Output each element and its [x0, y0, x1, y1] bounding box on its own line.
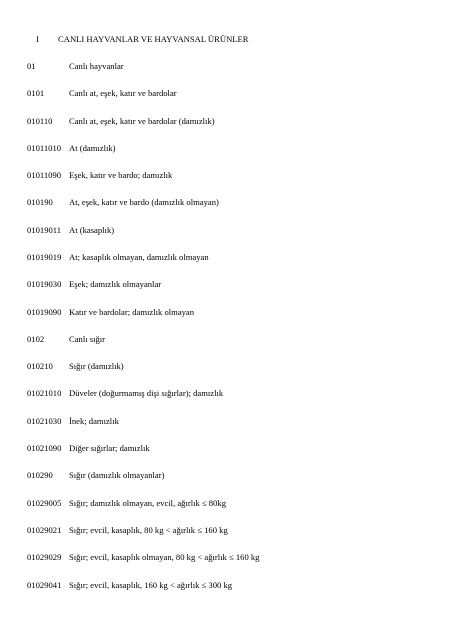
list-item: [27, 87, 177, 99]
item-code: 01021010: [27, 388, 62, 398]
item-code: 010210: [27, 361, 53, 371]
item-code: 010290: [27, 470, 53, 480]
item-description: Eşek, katır ve bardo; damızlık: [69, 170, 173, 180]
section-number: I: [36, 34, 39, 44]
list-item: [27, 524, 228, 536]
item-description: Sığır (damızlık olmayanlar): [69, 470, 165, 480]
item-description: At; kasaplık olmayan, damızlık olmayan: [69, 252, 209, 262]
list-item: [27, 469, 164, 481]
list-item: [27, 333, 105, 345]
item-code: 01019030: [27, 279, 62, 289]
list-item: [27, 115, 215, 127]
item-description: Canlı hayvanlar: [69, 61, 124, 71]
list-item: [27, 60, 124, 72]
list-item: [27, 497, 226, 509]
list-item: [27, 551, 259, 563]
list-item: [27, 224, 114, 236]
item-description: Diğer sığırlar; damızlık: [69, 443, 150, 453]
item-description: Katır ve bardolar; damızlık olmayan: [69, 307, 195, 317]
list-item: [27, 415, 119, 427]
section-title: CANLI HAYVANLAR VE HAYVANSAL ÜRÜNLER: [58, 34, 249, 44]
item-code: 01011010: [27, 143, 62, 153]
item-description: At, eşek, katır ve bardo (damızlık olmayan): [69, 197, 219, 207]
item-description: Sığır; damızlık olmayan, evcil, ağırlık ≤ 80kg: [69, 498, 226, 508]
item-description: Sığır (damızlık): [69, 361, 124, 371]
item-code: 01: [27, 61, 36, 71]
item-code: 0102: [27, 334, 45, 344]
list-item: [27, 579, 232, 591]
item-description: Canlı at, eşek, katır ve bardolar: [69, 88, 177, 98]
item-code: 01029029: [27, 552, 62, 562]
item-code: 01021090: [27, 443, 62, 453]
item-code: 01019019: [27, 252, 62, 262]
item-code: 01019011: [27, 225, 62, 235]
item-code: 010110: [27, 116, 53, 126]
list-item: [27, 278, 161, 290]
list-item: [27, 169, 172, 181]
item-description: Sığır; evcil, kasaplık olmayan, 80 kg < ağırlık ≤ 160 kg: [69, 552, 260, 562]
list-item: [27, 360, 124, 372]
item-description: Canlı at, eşek, katır ve bardolar (damızlık): [69, 116, 215, 126]
item-code: 01019090: [27, 307, 62, 317]
list-item: [27, 142, 116, 154]
list-item: [27, 387, 223, 399]
item-code: 01029005: [27, 498, 62, 508]
item-description: Düveler (doğurmamış dişi sığırlar); damızlık: [69, 388, 224, 398]
item-description: Sığır; evcil, kasaplık, 80 kg < ağırlık ≤ 160 kg: [69, 525, 228, 535]
item-description: Canlı sığır: [69, 334, 106, 344]
item-code: 01021030: [27, 416, 62, 426]
item-description: At (damızlık): [69, 143, 116, 153]
list-item: [27, 196, 219, 208]
item-description: Eşek; damızlık olmayanlar: [69, 279, 162, 289]
list-item: [27, 251, 209, 263]
item-code: 010190: [27, 197, 53, 207]
list-item: [27, 442, 150, 454]
item-description: At (kasaplık): [69, 225, 115, 235]
section-heading: [36, 33, 249, 45]
item-code: 01011090: [27, 170, 62, 180]
item-code: 01029021: [27, 525, 62, 535]
item-code: 0101: [27, 88, 45, 98]
item-description: Sığır; evcil, kasaplık, 160 kg < ağırlık ≤ 300 kg: [69, 580, 233, 590]
list-item: [27, 306, 194, 318]
item-description: İnek; damızlık: [69, 416, 119, 426]
item-code: 01029041: [27, 580, 62, 590]
